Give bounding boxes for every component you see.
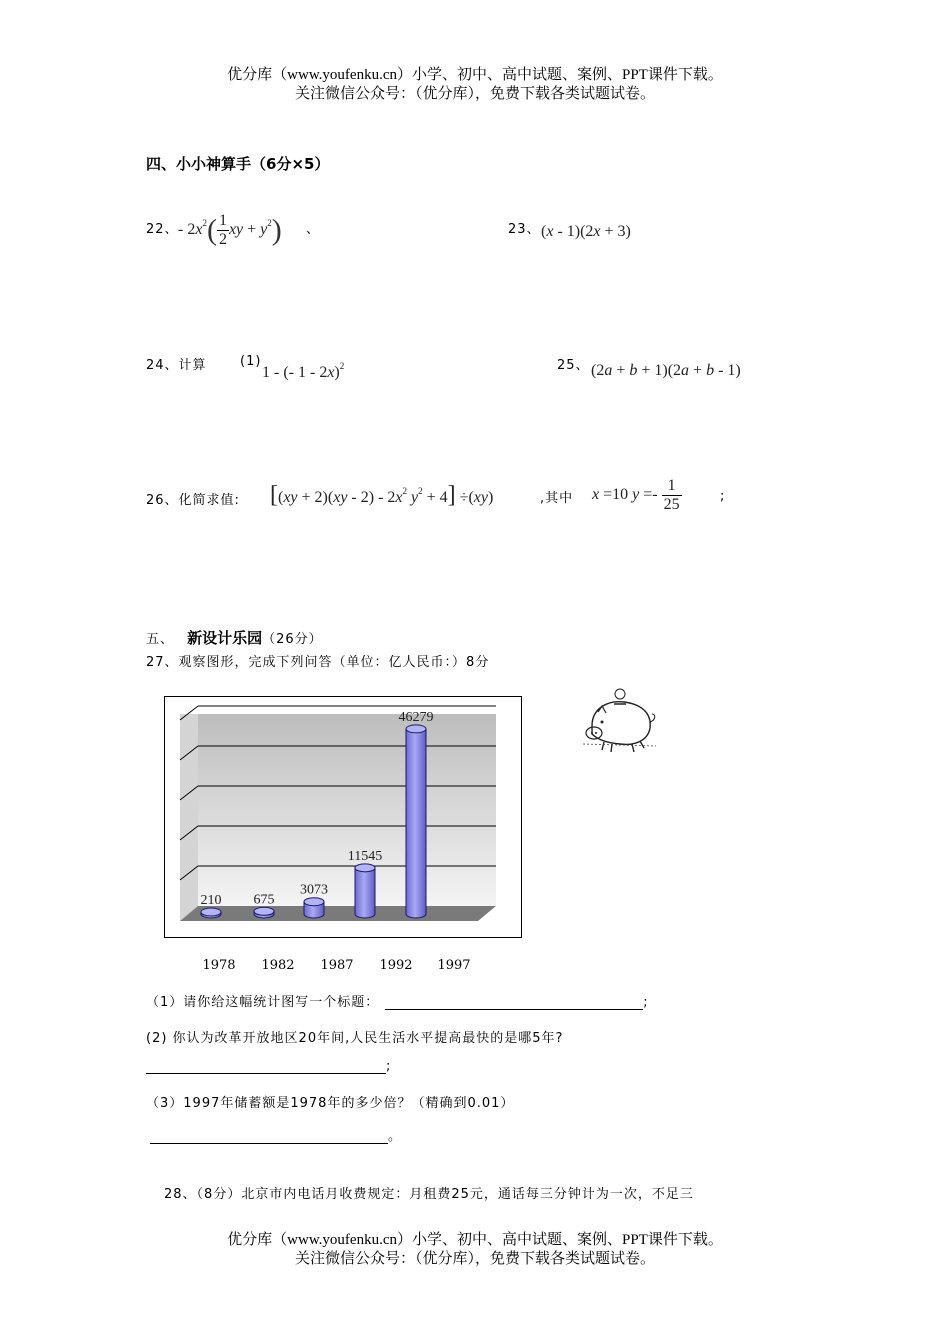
q23-label: 23、 [508,222,541,237]
q22-tail: 、 [306,222,321,237]
section-5-number: 五、 [146,632,175,647]
chart-bar-cap [201,908,221,916]
q24-part: (1) [240,354,262,369]
chart-value-label: 675 [253,892,275,908]
q22-label: 22、 [146,222,179,237]
q26-mid: ,其中 [540,491,574,506]
chart-value-label: 3073 [300,882,328,898]
q27-sub3-answer [150,1125,402,1144]
chart-bar-cap [406,725,426,733]
chart-category-label: 1992 [379,958,413,973]
piggy-bank-icon [580,686,660,756]
q27-sub1-answer-blank[interactable] [385,993,643,1010]
footer-line-2: 关注微信公众号：（优分库），免费下载各类试题试卷。 [294,1251,655,1267]
q26-values: x =10 y =- $\frac{1}{25}$ [592,477,680,513]
q27-sub2: (2) 你认为改革开放地区20年间,人民生活水平提高最快的是哪5年? [146,1031,564,1046]
q27-sub1-text: （1）请你给这幅统计图写一个标题： [146,995,380,1010]
q22-expression: - $2x^2$( $\frac{1}{2}$ xy + $y^2$) [178,212,282,248]
section-5-title [146,627,323,648]
q24-expression: 1 - (- 1 - 2x)$^2$ [262,361,345,381]
q25-expression: (2a + b + 1)(2a + b - 1) [591,362,741,379]
chart-bar-cap [254,907,274,915]
q27-sub2-answer-blank[interactable] [146,1057,386,1074]
q27-sub2-end: ; [386,1059,392,1074]
chart-bar-body [406,729,426,918]
q25-label: 25、 [557,358,590,373]
chart-bar-1982 [254,907,274,918]
q26-end: ; [720,489,726,504]
chart-value-label: 46279 [398,709,434,725]
chart-bar-1992 [355,864,375,918]
chart-category-label: 1987 [320,958,354,973]
chart-bar-body [355,868,375,918]
chart-value-label: 210 [200,893,222,908]
chart-bar-1987 [304,898,324,918]
chart-category-label: 1978 [202,958,236,973]
section-4-title: 四、小小神算手（6分×5） [146,155,330,173]
q27-sub1-end: ; [643,995,649,1010]
chart-bar-cap [355,864,375,872]
chart-bar-cap [304,898,324,906]
chart-category-label: 1982 [261,958,295,973]
header-line-2: 关注微信公众号：（优分库），免费下载各类试题试卷。 [294,86,655,102]
chart-value-label: 11545 [347,848,383,864]
footer-line-1: 优分库（www.youfenku.cn）小学、初中、高中试题、案例、PPT课件下载。 [227,1232,723,1248]
section-5-score: （26分） [262,632,323,647]
q27-sub3: （3）1997年储蓄额是1978年的多少倍？（精确到0.01） [146,1096,515,1111]
chart-floor [180,906,496,921]
q27-sub1 [146,991,649,1010]
q24-label: 24、计算 [146,358,207,373]
chart-bar-1978 [201,908,221,918]
q26-label: 26、化简求值: [146,493,240,508]
chart-category-label: 1997 [437,958,471,973]
chart-bar-1997 [406,725,426,918]
chart-side-wall [180,714,198,921]
q27-sub3-end: 。 [388,1129,403,1144]
q23-expression: (x - 1)(2x + 3) [541,223,631,240]
q27-sub3-answer-blank[interactable] [150,1127,388,1144]
q27-label: 27、观察图形，完成下列问答（单位：亿人民币：）8分 [146,655,490,670]
q27-sub2-answer [146,1057,391,1074]
section-5-name: 新设计乐园 [187,629,263,647]
savings-bar-chart [164,696,523,939]
chart-back-wall [198,714,496,906]
header-line-1: 优分库（www.youfenku.cn）小学、初中、高中试题、案例、PPT课件下载。 [227,67,723,83]
q28-text: 28、（8分）北京市内电话月收费规定：月租费25元，通话每三分钟计为一次，不足三 [164,1187,694,1202]
q26-expression: [$(xy + 2)(xy - 2) - 2x^2$ $y^2 + 4] \div(xy)$ [270,482,494,508]
